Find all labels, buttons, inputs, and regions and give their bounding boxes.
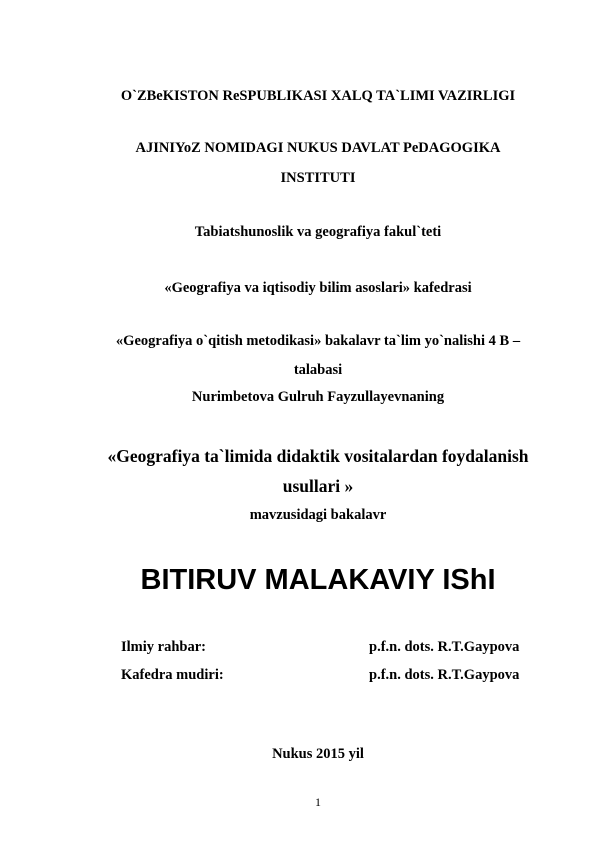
supervisor-role: Ilmiy rahbar:: [121, 639, 206, 655]
place-and-year: Nukus 2015 yil: [272, 746, 364, 762]
supervisor-name: p.f.n. dots. R.T.Gaypova: [369, 639, 520, 655]
institute-heading-line1: AJINIYoZ NOMIDAGI NUKUS DAVLAT PeDAGOGIKA: [135, 140, 501, 156]
topic-title-line2: usullari »: [282, 476, 354, 496]
topic-title-line1: «Geografiya ta`limida didaktik vositalardan foydalanish: [107, 446, 529, 466]
department-name: «Geografiya va iqtisodiy bilim asoslari» kafedrasi: [164, 280, 472, 296]
student-name: Nurimbetova Gulruh Fayzullayevnaning: [191, 389, 445, 405]
institute-heading-line2: INSTITUTI: [280, 170, 356, 186]
page-number: 1: [315, 795, 321, 809]
faculty-name: Tabiatshunoslik va geografiya fakul`teti: [194, 224, 442, 240]
topic-subtitle: mavzusidagi bakalavr: [249, 507, 387, 523]
department-head-name: p.f.n. dots. R.T.Gaypova: [369, 667, 520, 683]
ministry-heading: O`ZBeKISTON ReSPUBLIKASI XALQ TA`LIMI VAZIRLIGI: [120, 88, 516, 104]
work-title: BITIRUV MALAKAVIY IShI: [140, 564, 496, 596]
study-direction-line2: talabasi: [293, 362, 343, 378]
department-head-role: Kafedra mudiri:: [121, 667, 224, 683]
study-direction-line1: «Geografiya o`qitish metodikasi» bakalavr ta`lim yo`nalishi 4 B –: [115, 333, 521, 349]
